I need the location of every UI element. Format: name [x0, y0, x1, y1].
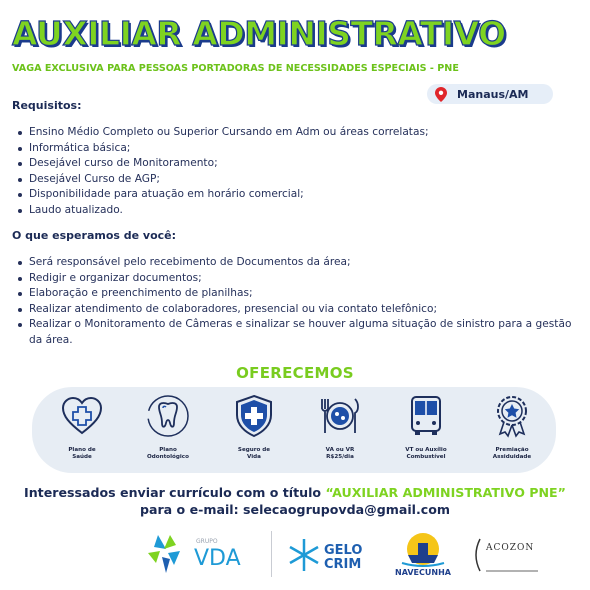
list-item: Será responsável pelo recebimento de Documentos da área; — [18, 255, 578, 271]
benefit-label: Plano Odontológico — [147, 447, 189, 460]
cta-highlight: “AUXILIAR ADMINISTRATIVO PNE” — [325, 485, 566, 500]
gelo-crim-logo — [288, 535, 378, 575]
list-item: Informática básica; — [18, 141, 429, 157]
logo-divider — [271, 531, 272, 577]
benefits-panel — [32, 387, 556, 473]
benefit-label: Plano de Saúde — [68, 447, 96, 460]
map-pin-icon — [435, 87, 447, 102]
requirements-heading: Requisitos: — [12, 99, 82, 112]
expectations-list — [18, 255, 578, 349]
navecunha-text: NAVECUNHA — [395, 568, 451, 577]
job-title: AUXILIAR ADMINISTRATIVO — [12, 14, 506, 53]
benefit-attendance-award — [472, 393, 552, 461]
benefit-meal — [300, 393, 380, 461]
cta-line-1 — [0, 485, 590, 500]
requirements-list — [18, 125, 429, 219]
vda-logo — [140, 529, 260, 579]
list-item: Desejável curso de Monitoramento; — [18, 156, 429, 172]
list-item: Disponibilidade para atuação em horário comercial; — [18, 187, 429, 203]
award-icon — [489, 393, 535, 439]
benefit-transport — [386, 393, 466, 461]
tooth-icon — [145, 393, 191, 439]
benefit-label: Premiação Assiduidade — [492, 447, 532, 460]
acozon-text: ACOZON — [486, 543, 535, 553]
list-item: Realizar o Monitoramento de Câmeras e sinalizar se houver alguma situação de sinistro para a gestão da área. — [18, 317, 578, 348]
list-item: Desejável Curso de AGP; — [18, 172, 429, 188]
benefit-label: Seguro de Vida — [237, 447, 271, 460]
heart-cross-icon — [59, 393, 105, 439]
benefit-life-insurance — [214, 393, 294, 461]
job-subtitle: VAGA EXCLUSIVA PARA PESSOAS PORTADORAS DE NECESSIDADES ESPECIAIS - PNE — [12, 63, 459, 74]
crim-text: CRIM — [324, 557, 362, 572]
partner-logos — [0, 525, 590, 585]
benefit-label: VT ou Auxílio Combustível — [405, 447, 447, 460]
location-badge — [427, 84, 553, 104]
shield-cross-icon — [231, 393, 277, 439]
vda-text: VDA — [194, 546, 241, 571]
list-item: Laudo atualizado. — [18, 203, 429, 219]
benefit-health — [42, 393, 122, 461]
offers-heading: OFERECEMOS — [236, 364, 354, 382]
meal-icon — [317, 393, 363, 439]
navecunha-logo — [388, 529, 458, 581]
expectations-heading: O que esperamos de você: — [12, 229, 177, 242]
list-item: Elaboração e preenchimento de planilhas; — [18, 286, 578, 302]
list-item: Redigir e organizar documentos; — [18, 271, 578, 287]
benefit-dental — [128, 393, 208, 461]
gelo-text: GELO — [324, 543, 363, 558]
bus-icon — [403, 393, 449, 439]
cta-prefix: Interessados enviar currículo com o título — [24, 485, 326, 500]
cta-email-line: para o e-mail: selecaogrupovda@gmail.com — [139, 502, 451, 517]
list-item: Ensino Médio Completo ou Superior Cursando em Adm ou áreas correlatas; — [18, 125, 429, 141]
benefit-label: VA ou VR R$25/dia — [325, 447, 355, 460]
acozon-logo — [468, 535, 548, 575]
list-item: Realizar atendimento de colaboradores, presencial ou via contato telefônico; — [18, 302, 578, 318]
location-label: Manaus/AM — [457, 87, 529, 101]
vda-small-text: GRUPO — [196, 538, 218, 545]
